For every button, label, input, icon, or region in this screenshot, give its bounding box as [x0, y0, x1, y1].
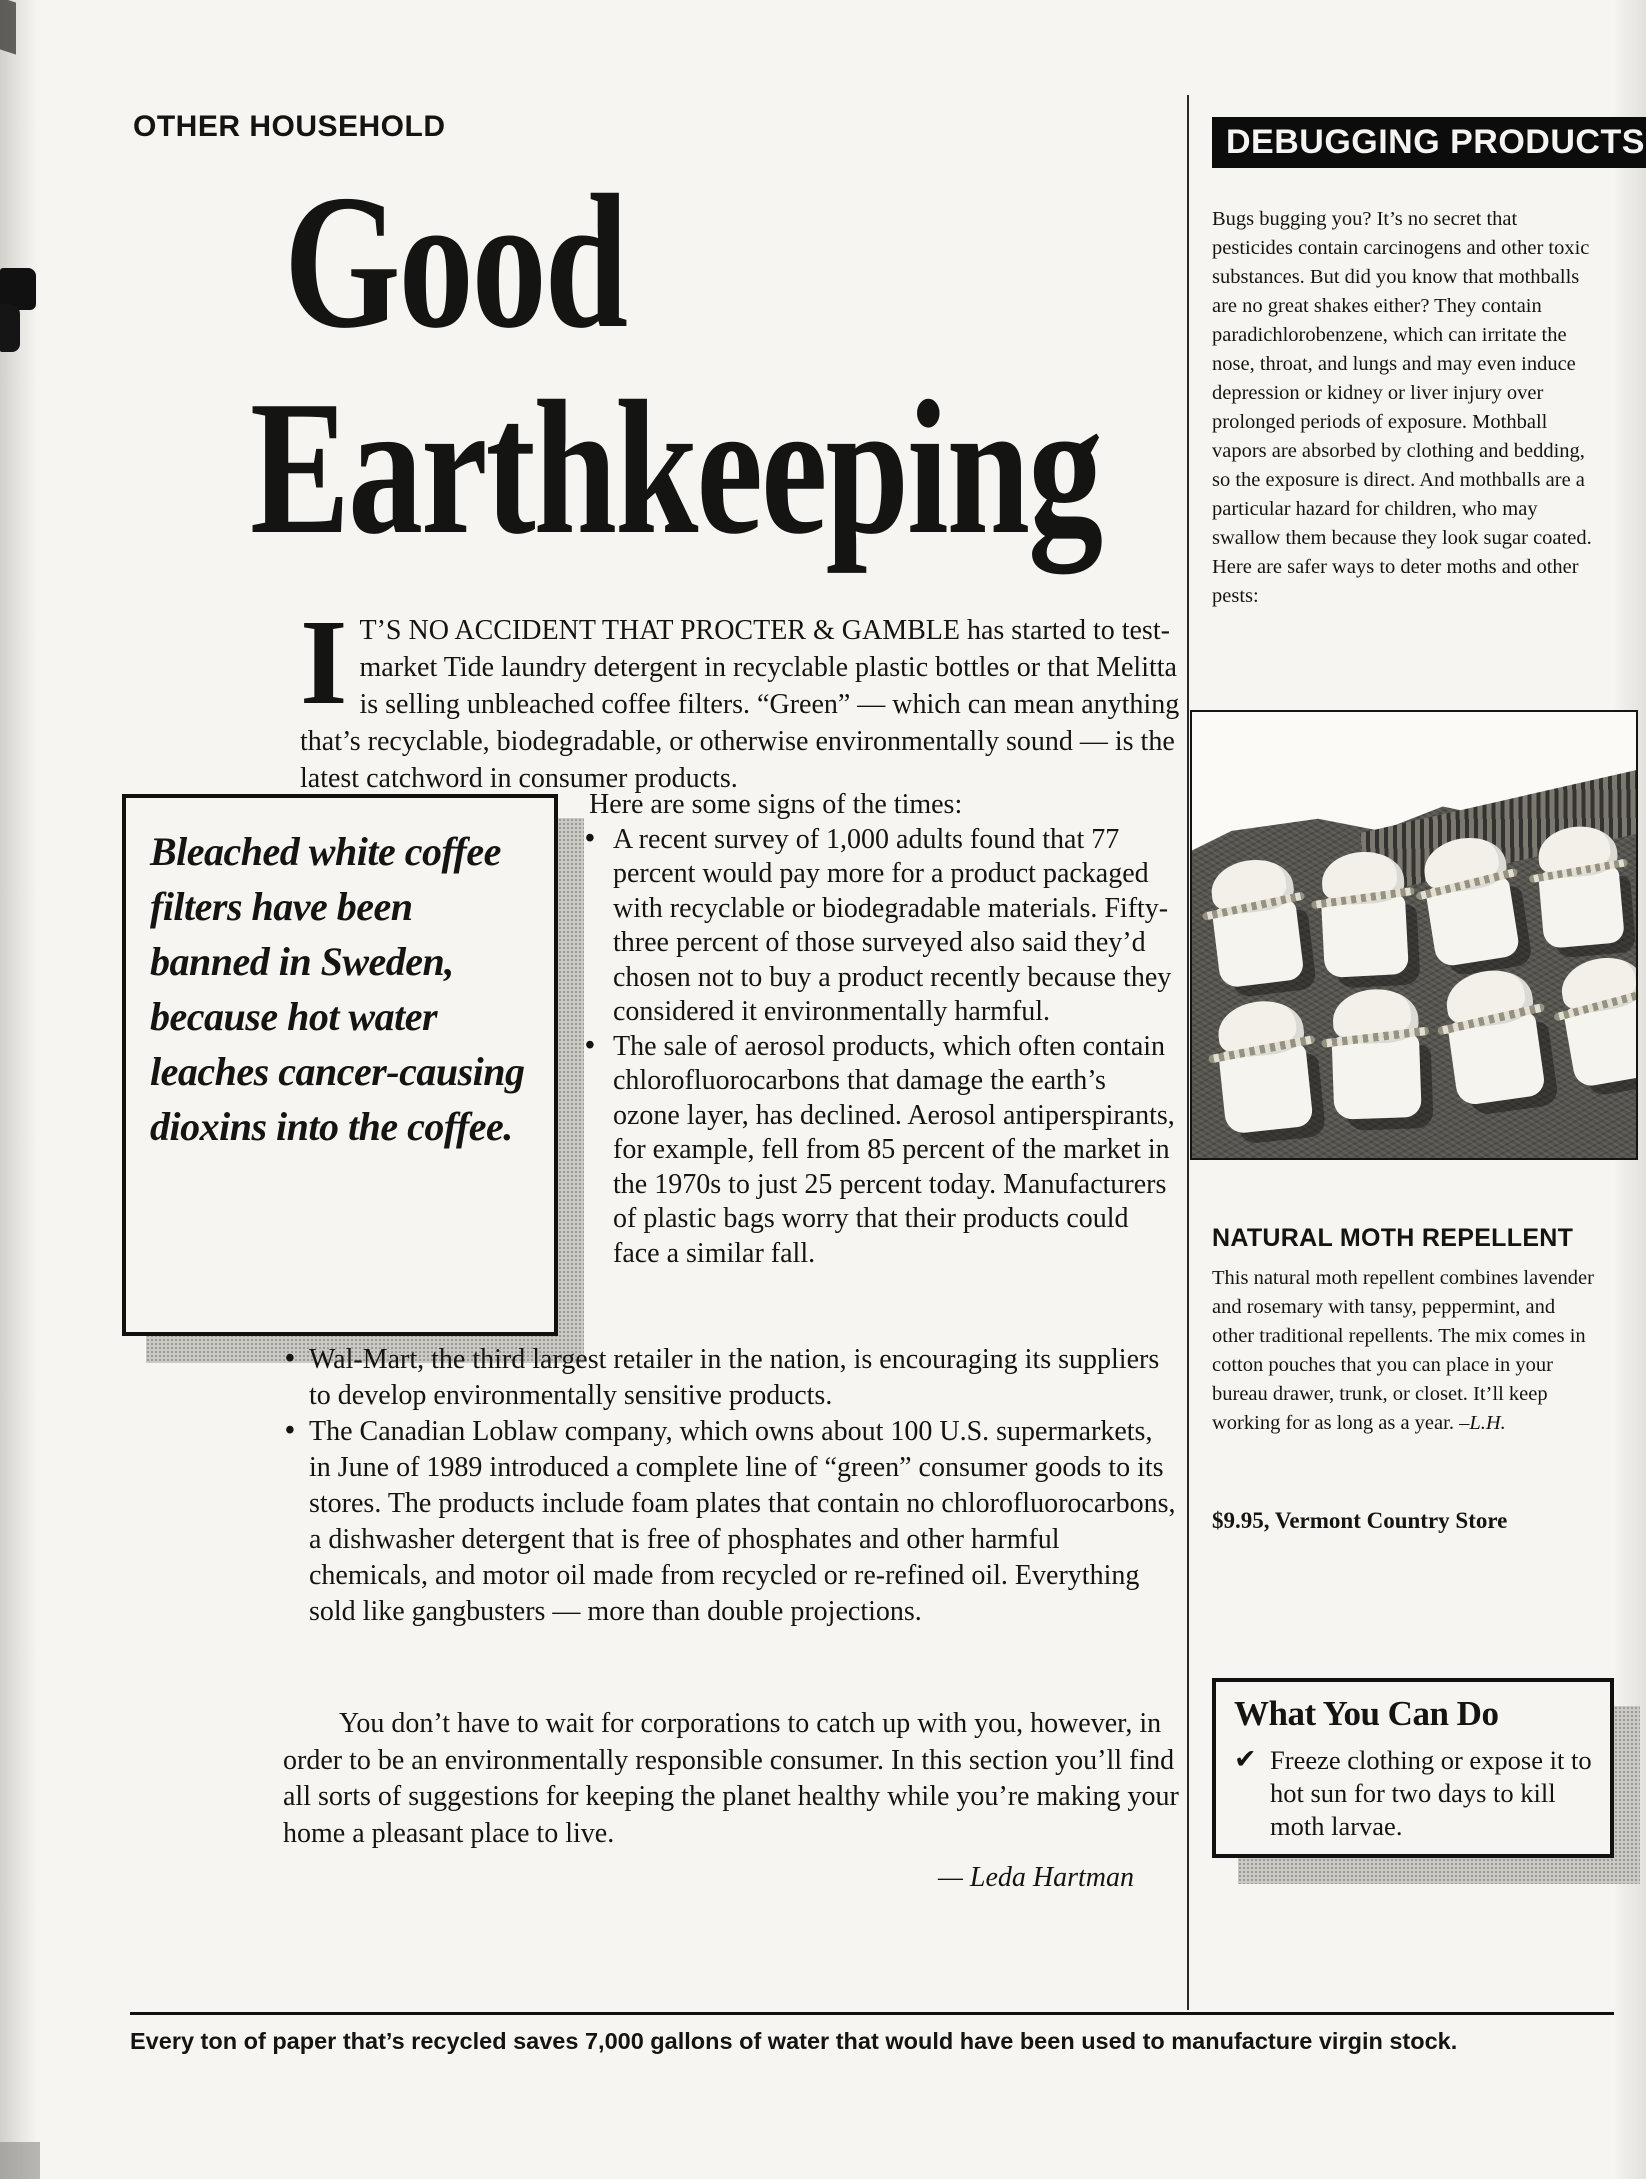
- what-you-can-do-box: [1212, 1678, 1614, 1858]
- bullet-item: • The Canadian Loblaw company, which owns about 100 U.S. supermarkets, in June of 1989 introduced a complete line of “green” consumer goods to its stores. The products include foam plates that contain no chlorofluorocarbons, a dishwasher detergent that is free of phosphates and other harmful chemicals, and motor oil made from recycled or re-refined oil. Everything sold like gangbusters — more than double projections.: [283, 1414, 1180, 1630]
- pouch-graphic: [1527, 823, 1634, 958]
- box-tip: [1234, 1744, 1594, 1843]
- scan-corner-mark: [0, 0, 16, 55]
- bullet-item: • The sale of aerosol products, which often contain chlorofluorocarbons that damage the earth’s ozone layer, has declined. Aerosol antiperspirants, for example, fell from 85 percent of the market in the 1970s to just 25 percent today. Manufacturers of plastic bags worry that their products could face a similar fall.: [583, 1030, 1179, 1272]
- intro-rest: has started to test-market Tide laundry detergent in recyclable plastic bottles or that Melitta is selling unbleached coffee filters. “Green” — which can mean anything that’s recyclable, biodegradable, or otherwise environmentally sound — is the latest catchword in consumer products.: [300, 615, 1180, 794]
- byline: — Leda Hartman: [937, 1862, 1134, 1893]
- sidebar-intro: Bugs bugging you? It’s no secret that pesticides contain carcinogens and other toxic substances. But did you know that mothballs are no great shakes either? They contain paradichlorobenzene, which can irritate the nose, throat, and lungs and may even induce depression or kidney or liver injury over prolonged periods of exposure. Mothball vapors are absorbed by clothing and bedding, so the exposure is direct. And mothballs are a particular hazard for children, who may swallow them because they look sugar coated. Here are safer ways to deter moths and other pests:: [1212, 208, 1592, 607]
- bullet-item: • A recent survey of 1,000 adults found that 77 percent would pay more for a product packaged with recyclable or biodegradable materials. Fifty-three percent of those surveyed also said they’d chosen not to buy a product recently because they considered it environmentally harmful.: [583, 823, 1179, 1030]
- box-heading: What You Can Do: [1234, 1694, 1499, 1733]
- pouch-graphic: [1432, 964, 1555, 1116]
- bullet-item: • Wal-Mart, the third largest retailer in the nation, is encouraging its suppliers to develop environmentally sensitive products.: [283, 1342, 1180, 1414]
- binding-mark: [0, 304, 20, 352]
- footer-note: Every ton of paper that’s recycled saves 7,000 gallons of water that would have been used to manufacture virgin stock.: [130, 2028, 1458, 2054]
- signs-intro: Here are some signs of the times:: [589, 789, 963, 820]
- sidebar-divider: [1187, 95, 1189, 2010]
- product-heading: NATURAL MOTH REPELLENT: [1212, 1224, 1574, 1252]
- box-tip-text: Freeze clothing or expose it to hot sun for two days to kill moth larvae.: [1270, 1745, 1592, 1841]
- pull-quote-text: Bleached white coffee filters have been banned in Sweden, because hot water leaches cancer-causing dioxins into the coffee.: [150, 829, 525, 1149]
- sidebar-header-label: DEBUGGING PRODUCTS: [1226, 123, 1645, 161]
- pouch-graphic: [1322, 988, 1431, 1129]
- article-title-line1: Good: [284, 155, 627, 369]
- moth-pouches-photo: [1190, 710, 1638, 1160]
- pouch-graphic: [1410, 831, 1529, 977]
- article-title-line2: Earthkeeping: [250, 361, 1102, 575]
- pouch-graphic: [1311, 849, 1418, 986]
- checkmark-icon: ✔: [1234, 1744, 1257, 1775]
- closing-paragraph: You don’t have to wait for corporations to catch up with you, however, in order to be an environmentally responsible consumer. In this section you’ll find all sorts of suggestions for keeping the planet healthy while you’re making your home a pleasant place to live.: [283, 1708, 1179, 1849]
- closing-block: [283, 1706, 1180, 1897]
- signs-column: [583, 788, 1179, 1271]
- product-credit: –L.H.: [1459, 1412, 1506, 1434]
- pull-quote-box: [122, 794, 558, 1336]
- product-body-text: This natural moth repellent combines lavender and rosemary with tansy, peppermint, and other traditional repellents. The mix comes in cotton pouches that you can place in your bureau drawer, trunk, or closet. It’ll keep working for as long as a year.: [1212, 1267, 1594, 1434]
- price-line: $9.95, Vermont Country Store: [1212, 1508, 1508, 1533]
- full-width-bullets: [283, 1342, 1180, 1630]
- sidebar-header-bar: [1212, 117, 1646, 168]
- product-body: [1212, 1264, 1602, 1438]
- intro-paragraph: [300, 595, 1180, 797]
- scan-corner-bottom: [0, 2142, 40, 2179]
- intro-lead-caps: T’S NO ACCIDENT THAT PROCTER & GAMBLE: [359, 615, 960, 646]
- section-kicker: OTHER HOUSEHOLD: [133, 110, 446, 143]
- pouch-graphic: [1205, 996, 1323, 1143]
- footer-rule: [130, 2012, 1614, 2015]
- drop-cap: I: [300, 595, 348, 730]
- pouch-graphic: [1198, 854, 1313, 997]
